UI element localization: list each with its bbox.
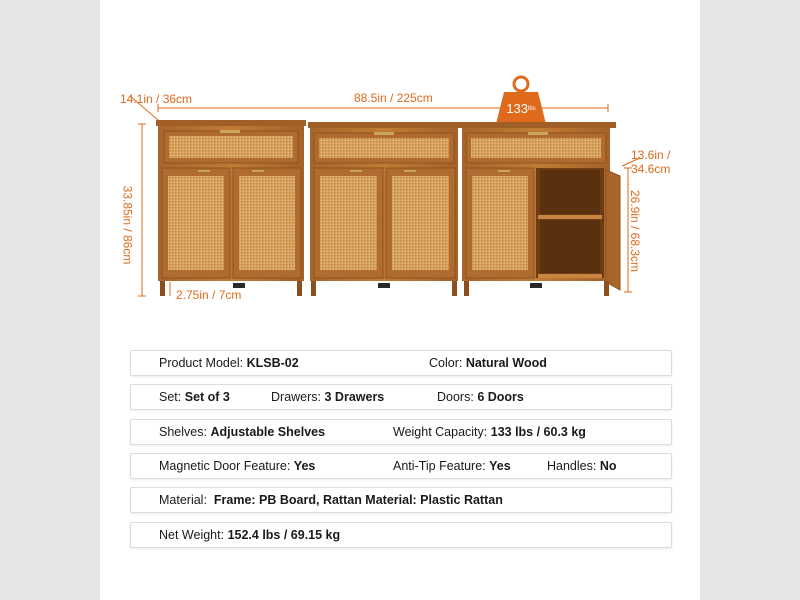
spec-row-net-weight xyxy=(130,522,672,548)
spec-row-shelves xyxy=(130,419,672,445)
weight-badge-text: $133^{lbs}$ xyxy=(506,101,536,116)
cabinet-middle xyxy=(308,122,460,296)
door-height-label: 26.9in / 68.3cm xyxy=(628,189,643,273)
cabinet-figure xyxy=(100,0,700,320)
spec-color: Color: Natural Wood xyxy=(429,356,547,370)
spec-net-weight: Net Weight: 152.4 lbs / 69.15 kg xyxy=(159,528,341,542)
spec-set: Set: Set of 3 xyxy=(159,390,230,404)
spec-shelves: Shelves: Adjustable Shelves xyxy=(159,425,326,439)
leg-height-label: 2.75in / 7cm xyxy=(176,288,242,302)
spec-weight-capacity: Weight Capacity: 133 lbs / 60.3 kg xyxy=(393,425,586,439)
cabinet-left xyxy=(156,120,306,296)
width-label: 88.5in / 225cm xyxy=(354,91,433,105)
spec-handles: Handles: No xyxy=(547,459,617,473)
spec-doors: Doors: 6 Doors xyxy=(437,390,524,404)
product-infographic xyxy=(100,0,700,600)
spec-product-model: Product Model: KLSB-02 xyxy=(159,356,299,370)
spec-row-features xyxy=(130,453,672,479)
spec-material: Material: Frame: PB Board, Rattan Material: Plastic Rattan xyxy=(159,493,503,507)
inner-depth-label: 13.6in / 34.6cm xyxy=(631,148,671,176)
spec-magnetic-door: Magnetic Door Feature: Yes xyxy=(159,459,316,473)
cabinet-right xyxy=(460,122,620,296)
spec-row-model-color xyxy=(130,350,672,376)
depth-label: 14.1in / 36cm xyxy=(120,92,193,106)
spec-drawers: Drawers: 3 Drawers xyxy=(271,390,385,404)
height-label: 33.85in / 86cm xyxy=(120,185,135,265)
spec-anti-tip: Anti-Tip Feature: Yes xyxy=(393,459,511,473)
spec-row-material xyxy=(130,487,672,513)
cabinet-illustration xyxy=(100,0,700,320)
spec-row-set xyxy=(130,384,672,410)
